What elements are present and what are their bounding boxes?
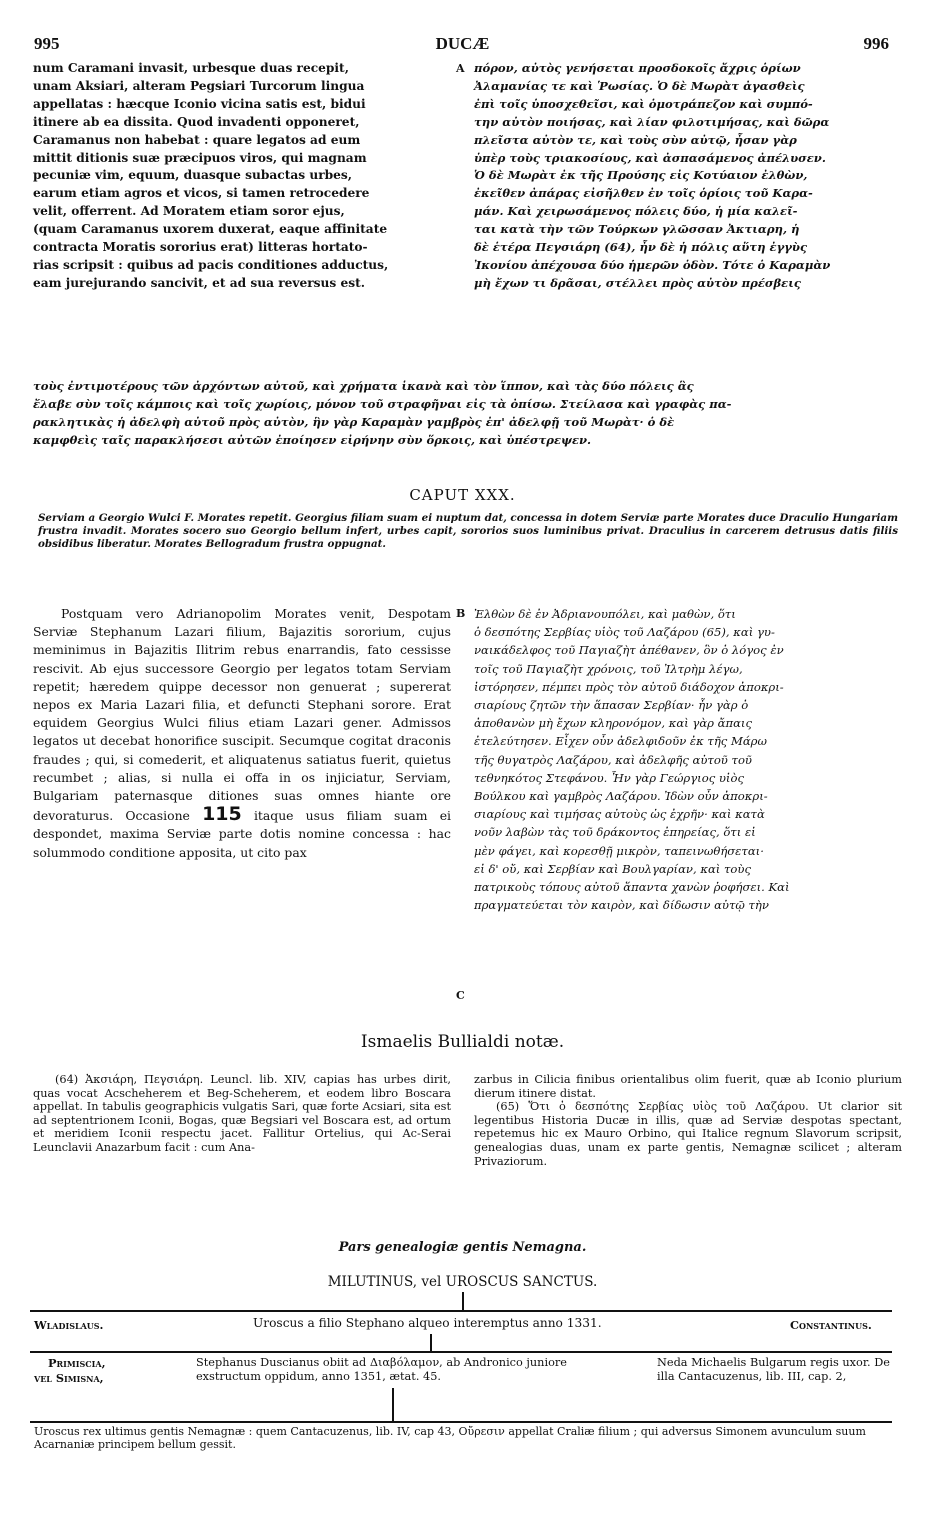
greek-line: ρακλητικὰς ἡ ἀδελφὴ αὐτοῦ πρὸς αὐτὸν, ἣν γὰρ Καραμὰν γαμβρὸς ἐπ' ἀδελφῇ τοῦ Μωρὰτ· ὁ δὲ bbox=[33, 415, 675, 429]
page-number-right: 996 bbox=[863, 34, 889, 53]
running-title: DUCÆ bbox=[435, 34, 490, 53]
notes-title: Ismaelis Bullialdi notæ. bbox=[360, 1032, 565, 1052]
margin-letter-a: A bbox=[456, 62, 465, 75]
genealogy-neda: Neda Michaelis Bulgarum regis uxor. De illa Cantacuzenus, lib. III, cap. 2, bbox=[657, 1356, 890, 1383]
greek-line: καμφθεὶς ταῖς παρακλήσεσι αὐτῶν ἐποίησεν εἰρήνην σὺν ὅρκοις, καὶ ὑπέστρεψεν. bbox=[33, 433, 592, 447]
greek-line: πόρον, αὐτὸς γενήσεται προσδοκοῖς ἄχρις ὁρίων bbox=[474, 61, 801, 75]
chapter-heading: CAPUT XXX. bbox=[409, 486, 516, 504]
greek-line: πραγματεύεται τὸν καιρὸν, καὶ δίδωσιν αὐτῷ τὴν bbox=[474, 898, 769, 913]
greek-line: ἐτελεύτησεν. Εἶχεν οὖν ἀδελφιδοῦν ἐκ τῆς Μάρω bbox=[474, 734, 767, 749]
latin-line: itinere ab ea dissita. Quod invadenti opponeret, bbox=[33, 114, 360, 129]
greek-line: πλεῖστα αὐτὸν τε, καὶ τοὺς σὺν αὐτῷ, ἦσαν γὰρ bbox=[474, 132, 797, 147]
genealogy-connector-bottom bbox=[392, 1388, 394, 1422]
genealogy-stephanus: Stephanus Duscianus obiit ad Διαβόλαμον, ab Andronico juniore exstructum oppidum, anno 1351, ætat. 45. bbox=[196, 1356, 567, 1383]
latin-line: eam jurejurando sancivit, et ad sua reversus est. bbox=[33, 275, 365, 290]
top-greek-column bbox=[474, 60, 902, 293]
chapter-summary: Serviam a Georgio Wulci F. Morates repetit. Georgius filiam suam ei nuptum dat, concessa in dotem Serviæ parte Morates duce Draculio Hungariam frustra invadit. Morates socero suo Georgio bellum infert, urbes capit, sororios suos luminibus privat. Draculius in carcerem detrusus datis filiis obsidibus liberatur. Morates Bellogradum frustra oppugnat. bbox=[38, 512, 898, 550]
genealogy-title: Pars genealogiæ gentis Nemagna. bbox=[338, 1240, 587, 1255]
genealogy-head: MILUTINUS, vel UROSCUS SANCTUS. bbox=[327, 1274, 598, 1290]
greek-line: σιαρίους ζητῶν τὴν ἅπασαν Σερβίαν· ἦν γὰρ ὁ bbox=[474, 698, 749, 713]
latin-line: (quam Caramanus uxorem duxerat, eaque affinitate bbox=[33, 222, 388, 237]
latin-line: earum etiam agros et vicos, si tamen retrocedere bbox=[33, 186, 370, 201]
greek-line: Ἀλαμανίας τε καὶ Ῥωσίας. Ὁ δὲ Μωρὰτ ἀγασθεὶς bbox=[474, 78, 805, 93]
running-header bbox=[30, 34, 895, 56]
genealogy-connector-mid bbox=[430, 1334, 432, 1352]
greek-line: την αὐτὸν ποιήσας, καὶ λίαν φιλοτιμήσας, καὶ δῶρα bbox=[474, 114, 830, 129]
body-latin-text-before: Postquam vero Adrianopolim Morates venit, Despotam Serviæ Stephanum Lazari filium, Bajazitis sororium, cujus meminimus in Bajazitis Ilitrim rebus enarrandis, fato cessisse rescivit. Ab ejus successore Georgio per legatos totam Serviam repetit; hæredem quippe decessor non genuerat ; supererat nepos ex Maria Lazari filia, et defuncti Stephani sorore. Erat equidem Georgius Wulci filius etiam Lazari gener. Admissos legatos ut decebat honorifice suscipit. Secumque cogitat draconis fraudes ; qui, si comederit, et aliquatenus satiatus fuerit, quietus recumbet ; alias, si nulla ei offa in os injiciatur, Serviam, Bulgariam paternasque ditiones suas omnes hiante ore devoraturus. Occasione bbox=[33, 606, 451, 824]
genealogy-primiscia: Primiscia, bbox=[48, 1356, 106, 1370]
top-latin-column bbox=[33, 60, 451, 293]
latin-line: Caramanus non habebat : quare legatos ad eum bbox=[33, 132, 361, 147]
greek-line: Βούλκου καὶ γαμβρὸς Λαζάρου. Ἰδὼν οὖν ἀποκρι- bbox=[474, 789, 768, 804]
greek-line: μὲν φάγει, καὶ κορεσθῇ μικρὸν, ταπεινωθήσεται· bbox=[474, 843, 764, 858]
genealogy-simisna: vel Simisna, bbox=[34, 1371, 104, 1385]
body-latin-text-after: itaque usus filiam suam ei despondet, maxima Serviæ parte dotis nomine concessa : hac solummodo conditione apposita, ut cito pax bbox=[33, 808, 451, 860]
genealogy-uroscus-last: Uroscus rex ultimus gentis Nemagnæ : quem Cantacuzenus, lib. IV, cap 43, Οὔρεσιν appellat Craliæ filium ; qui adversus Simonem avunculum suum Acarnaniæ principem bellum gessit. bbox=[34, 1425, 866, 1451]
genealogy-connector-top bbox=[462, 1292, 464, 1310]
latin-line: velit, offerrent. Ad Moratem etiam soror ejus, bbox=[33, 204, 345, 219]
page-number-left: 995 bbox=[34, 34, 60, 53]
greek-line: τοὺς ἐντιμοτέρους τῶν ἀρχόντων αὐτοῦ, καὶ χρήματα ἱκανὰ καὶ τὸν ἵππον, καὶ τὰς δύο πόλεις ἃς bbox=[33, 379, 694, 393]
greek-line: σιαρίους καὶ τιμήσας αὐτοὺς ὡς ἐχρῆν· καὶ κατὰ bbox=[474, 807, 765, 822]
latin-line: unam Aksiari, alteram Pegsiari Turcorum lingua bbox=[33, 78, 365, 93]
greek-line: ὁ δεσπότης Σερβίας υἱὸς τοῦ Λαζάρου (65), καὶ γυ- bbox=[474, 625, 775, 640]
latin-line: num Caramani invasit, urbesque duas recepit, bbox=[33, 61, 349, 75]
note-64: (64) Ἀκσιάρη, Πεγσιάρη. Leuncl. lib. XIV, capias has urbes dirit, quas vocat Acscheherem et Beg-Scheherem, et eodem libro Boscara appellat. In tabulis geographicis vulgatis Sari, quæ forte Acsiari, sita est ad septentrionem Iconii, Bogas, quæ Begsiari vel Boscara est, ad ortum et meridiem Iconii respectu jacet. Fallitur Ortelius, qui Ac-Serai Leunclavii Anazarbum facit : cum Ana- bbox=[33, 1073, 451, 1154]
greek-line: μὴ ἔχων τι δρᾶσαι, στέλλει πρὸς αὐτὸν πρέσβεις bbox=[474, 275, 801, 290]
greek-line: εἰ δ' οὔ, καὶ Σερβίαν καὶ Βουλγαρίαν, καὶ τοὺς bbox=[474, 861, 751, 876]
greek-line: τῆς θυγατρὸς Λαζάρου, καὶ ἀδελφῆς αὐτοῦ τοῦ bbox=[474, 752, 752, 767]
notes-right-column bbox=[474, 1073, 902, 1168]
greek-line: τοῖς τοῦ Παγιαζὴτ χρόνοις, τοῦ Ἰλτρὴμ λέγω, bbox=[474, 661, 743, 676]
genealogy-rule-2 bbox=[30, 1351, 892, 1353]
genealogy-constantinus: Constantinus. bbox=[790, 1318, 872, 1332]
greek-line: δὲ ἑτέρα Πεγσιάρη (64), ἦν δὲ ἡ πόλις αὕτη ἐγγὺς bbox=[474, 240, 808, 255]
genealogy-rule-3 bbox=[30, 1421, 892, 1423]
latin-line: mittit ditionis suæ præcipuos viros, qui magnam bbox=[33, 150, 367, 165]
note-64-continued: zarbus in Cilicia finibus orientalibus olim fuerit, quæ ab Iconio plurium dierum itinere distat. bbox=[474, 1073, 902, 1100]
greek-line: ὑπὲρ τοὺς τριακοσίους, καὶ ἀσπασάμενος ἀπέλυσεν. bbox=[474, 150, 826, 165]
greek-line: Ὁ δὲ Μωρὰτ ἐκ τῆς Προύσης εἰς Κοτύαιον ἐλθὼν, bbox=[474, 168, 808, 183]
greek-line: ἐπὶ τοῖς ὑποσχεθεῖσι, καὶ ὁμοτράπεζον καὶ συμπό- bbox=[474, 96, 813, 111]
top-greek-full-width bbox=[33, 377, 901, 449]
genealogy-wladislaus: Wladislaus. bbox=[34, 1318, 104, 1332]
latin-line: contracta Moratis sororius erat) litteras hortato- bbox=[33, 240, 368, 255]
greek-line: μάν. Καὶ χειρωσάμενος πόλεις δύο, ἡ μία καλεῖ- bbox=[474, 204, 798, 219]
genealogy-uroscus: Uroscus a filio Stephano alqueo interemptus anno 1331. bbox=[253, 1316, 602, 1330]
greek-line: ἀποθανὼν μὴ ἔχων κληρονόμον, καὶ γὰρ ἄπαις bbox=[474, 716, 752, 731]
greek-line: ἱστόρησεν, πέμπει πρὸς τὸν αὐτοῦ διάδοχον ἀποκρι- bbox=[474, 679, 784, 694]
greek-line: ἐκεῖθεν ἀπάρας εἰσῆλθεν ἐν τοῖς ὁρίοις τοῦ Καρα- bbox=[474, 186, 813, 201]
greek-line: ἔλαβε σὺν τοῖς κάμποις καὶ τοῖς χωρίοις, μόνον τοῦ στραφῆναι εἰς τὰ ὀπίσω. Στείλασα καὶ γραφὰς πα- bbox=[33, 397, 732, 411]
genealogy-rule-1 bbox=[30, 1310, 892, 1312]
latin-line: pecuniæ vim, equum, duasque subactas urbes, bbox=[33, 168, 353, 183]
greek-line: ται κατὰ τὴν τῶν Τούρκων γλῶσσαν Ἀκτιαρη, ἡ bbox=[474, 222, 800, 237]
page-marker-number: 115 bbox=[202, 803, 242, 826]
greek-line: Ἐλθὼν δὲ ἐν Ἀδριανουπόλει, καὶ μαθὼν, ὅτι bbox=[474, 607, 736, 621]
greek-line: ναικάδελφος τοῦ Παγιαζὴτ ἀπέθανεν, ὃν ὁ λόγος ἐν bbox=[474, 643, 784, 658]
margin-letter-c: C bbox=[456, 989, 465, 1002]
body-greek-column bbox=[474, 605, 902, 914]
greek-line: τεθνηκότος Στεφάνου. Ἦν γὰρ Γεώργιος υἱὸς bbox=[474, 770, 744, 785]
latin-line: rias scripsit : quibus ad pacis conditiones adductus, bbox=[33, 257, 389, 272]
greek-line: πατρικοὺς τόπους αὐτοῦ ἅπαντα χανὼν ῥοφήσει. Καὶ bbox=[474, 880, 790, 895]
body-latin-paragraph bbox=[33, 605, 451, 862]
body-latin-column bbox=[33, 605, 451, 862]
greek-line: Ἰκονίου ἀπέχουσα δύο ἡμερῶν ὁδὸν. Τότε ὁ Καραμὰν bbox=[474, 257, 831, 272]
notes-left-column bbox=[33, 1073, 451, 1155]
latin-line: appellatas : hæcque Iconio vicina satis est, bidui bbox=[33, 96, 366, 111]
note-65: (65) Ὅτι ὁ δεσπότης Σερβίας υἱὸς τοῦ Λαζάρου. Ut clarior sit legentibus Historia Ducæ in illis, quæ ad Serviæ despotas spectant, repetemus hic ex Mauro Orbino, qui Italice regnum Slavorum scripsit, genealogias duas, unam ex parte gentis, Nemagnæ scilicet ; alteram Privaziorum. bbox=[474, 1100, 902, 1168]
margin-letter-b: B bbox=[456, 607, 466, 620]
greek-line: νοῦν λαβὼν τὰς τοῦ δράκοντος ἐπηρείας, ὅτι εἰ bbox=[474, 825, 756, 840]
